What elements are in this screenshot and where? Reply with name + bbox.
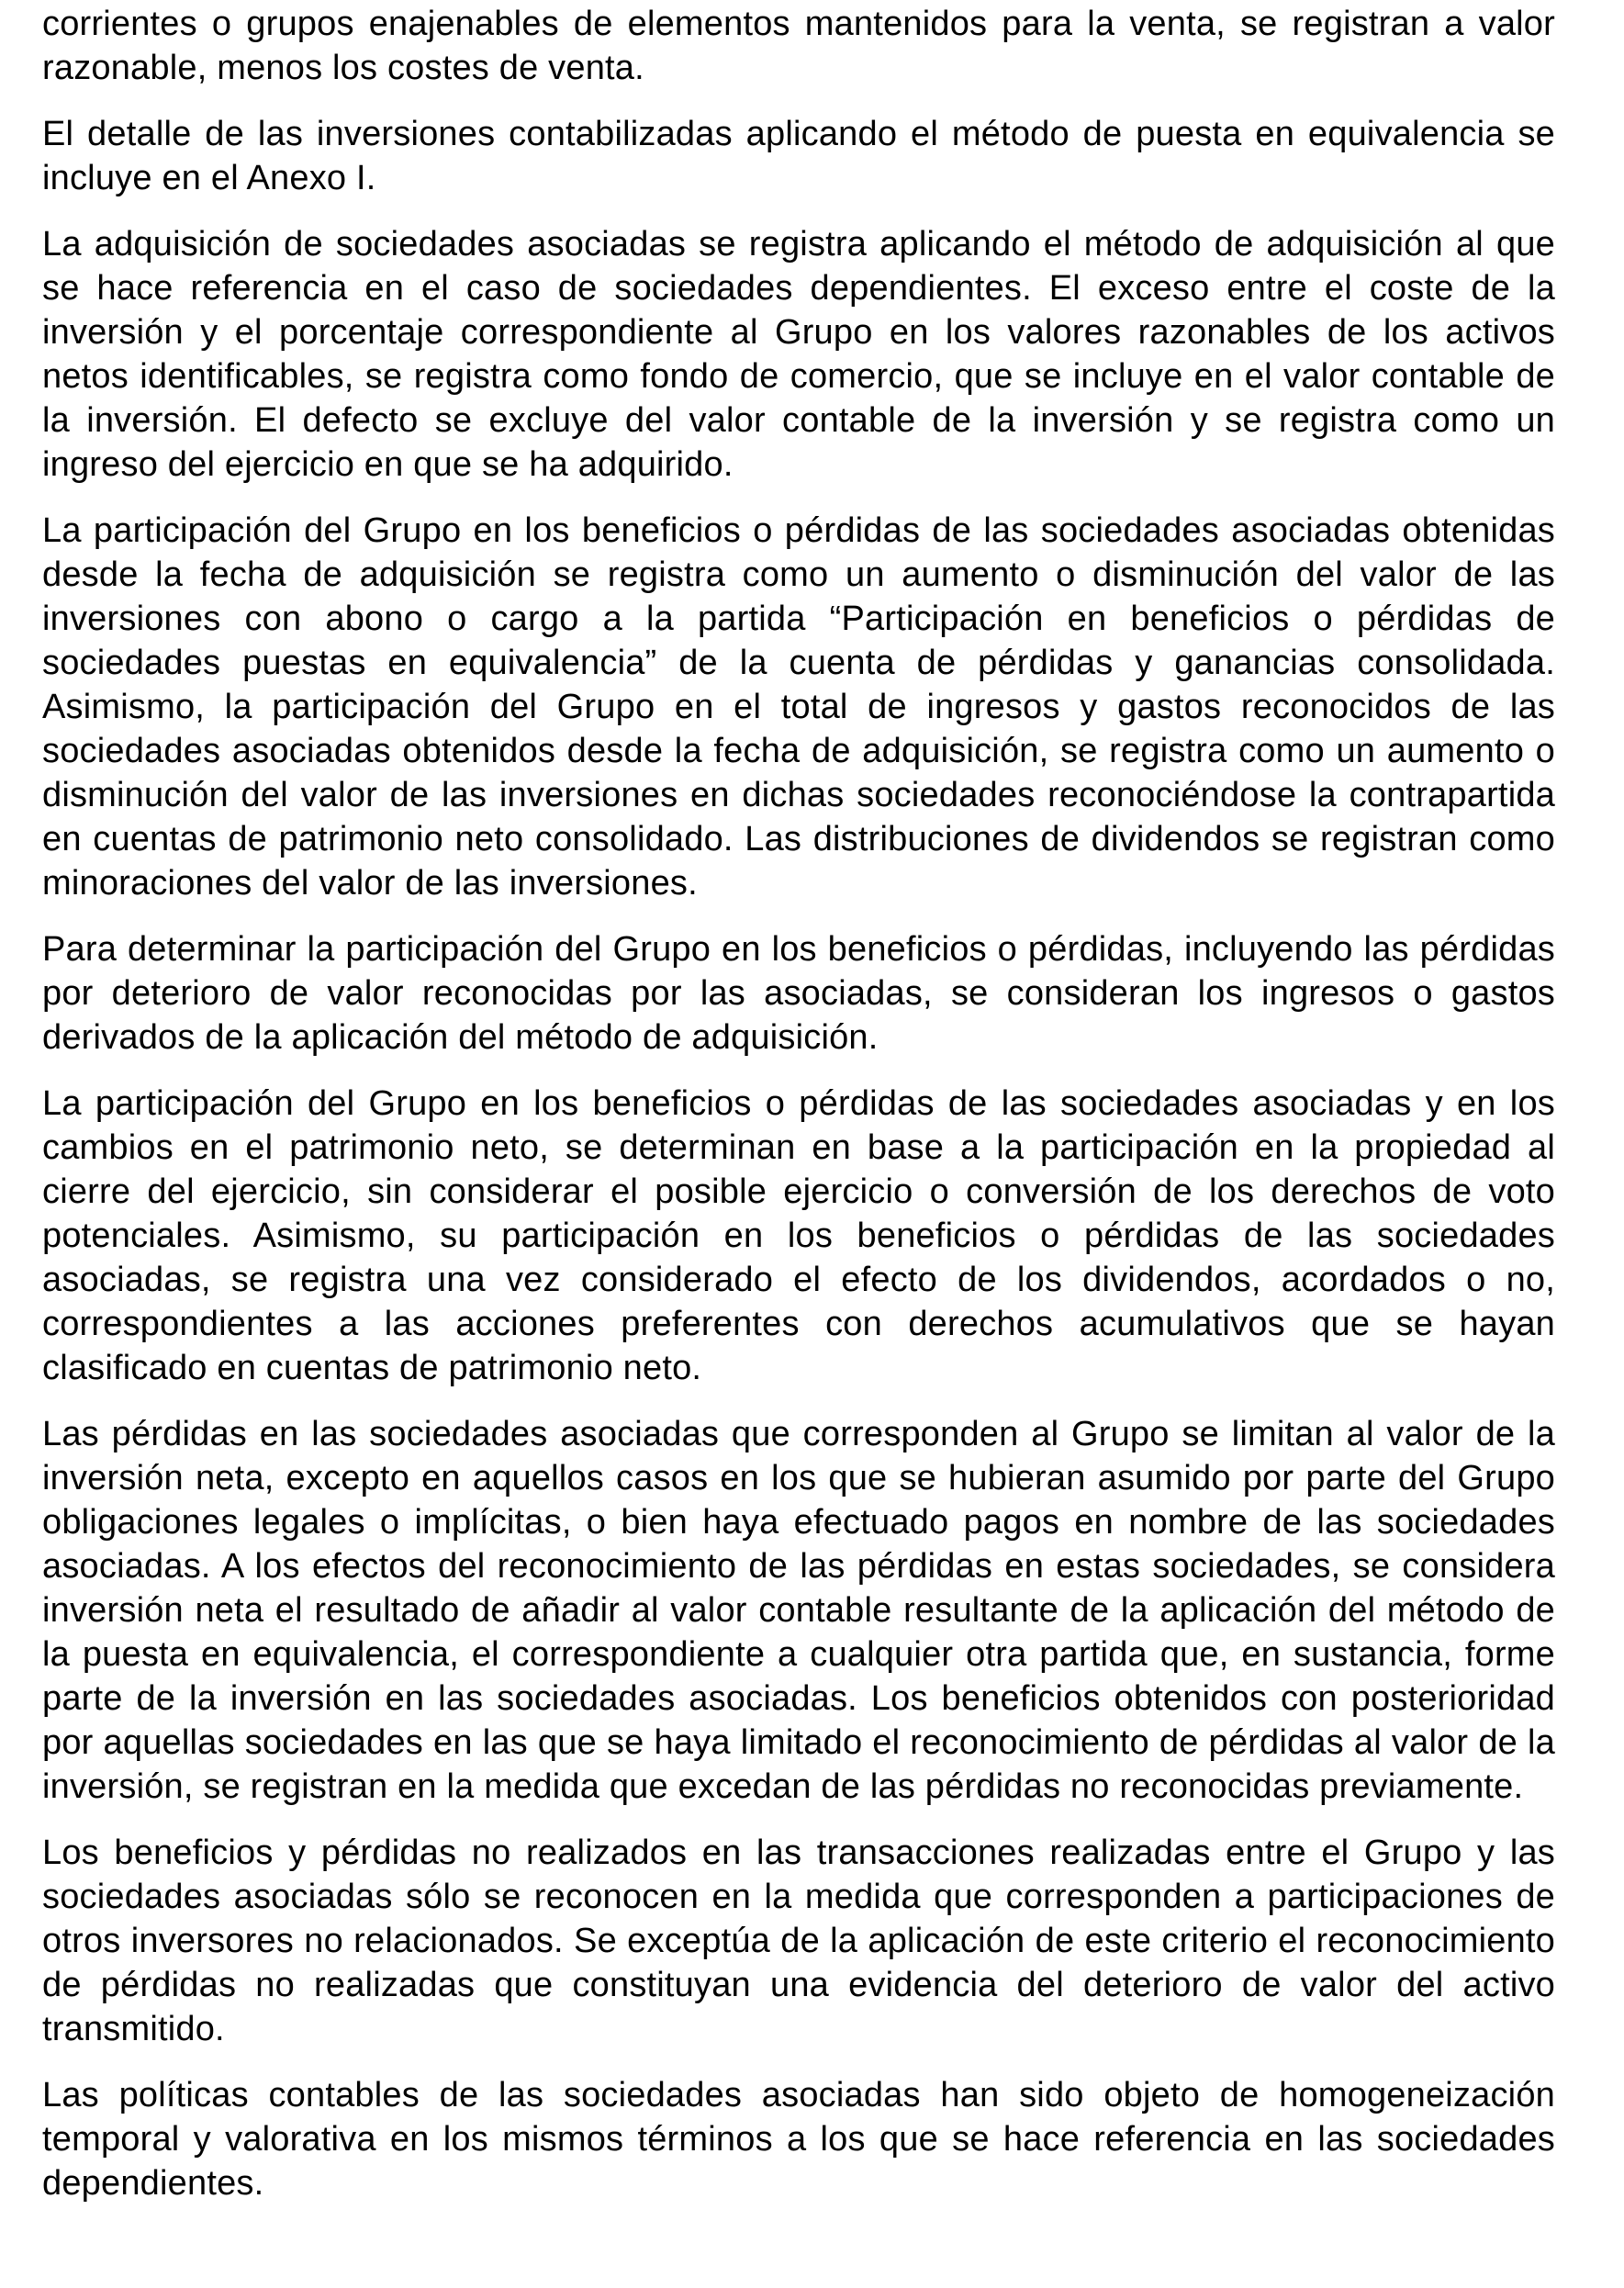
- paragraph-profit-share: La participación del Grupo en los beneficios o pérdidas de las sociedades asociadas obtenidas desde la fecha de adquisición se registra como un aumento o disminución del valor de las inversiones con abono o cargo a la partida “Participación en beneficios o pérdidas de sociedades puestas en equivalencia” de la cuenta de pérdidas y ganancias consolidada. Asimismo, la participación del Grupo en el total de ingresos y gastos reconocidos de las sociedades asociadas obtenidos desde la fecha de adquisición, se registra como un aumento o disminución del valor de las inversiones en dichas sociedades reconociéndose la contrapartida en cuentas de patrimonio neto consolidado. Las distribuciones de dividendos se registran como minoraciones del valor de las inversiones.: [42, 511, 1555, 903]
- paragraph-impairment: Para determinar la participación del Grupo en los beneficios o pérdidas, incluyendo las pérdidas por deterioro de valor reconocidas por las asociadas, se consideran los ingresos o gastos derivados de la aplicación del método de adquisición.: [42, 930, 1555, 1057]
- paragraph-acquisition-method: La adquisición de sociedades asociadas se registra aplicando el método de adquisición al que se hace referencia en el caso de sociedades dependientes. El exceso entre el coste de la inversión y el porcentaje correspondiente al Grupo en los valores razonables de los activos netos identificables, se registra como fondo de comercio, que se incluye en el valor contable de la inversión. El defecto se excluye del valor contable de la inversión y se registra como un ingreso del ejercicio en que se ha adquirido.: [42, 225, 1555, 484]
- paragraph-annex-reference: El detalle de las inversiones contabilizadas aplicando el método de puesta en equivalencia se incluye en el Anexo I.: [42, 115, 1555, 197]
- paragraph-ownership-basis: La participación del Grupo en los beneficios o pérdidas de las sociedades asociadas y en los cambios en el patrimonio neto, se determinan en base a la participación en la propiedad al cierre del ejercicio, sin considerar el posible ejercicio o conversión de los derechos de voto potenciales. Asimismo, su participación en los beneficios o pérdidas de las sociedades asociadas, se registra una vez considerado el efecto de los dividendos, acordados o no, correspondientes a las acciones preferentes con derechos acumulativos que se hayan clasificado en cuentas de patrimonio neto.: [42, 1084, 1555, 1387]
- paragraph-accounting-policies: Las políticas contables de las sociedades asociadas han sido objeto de homogeneización temporal y valorativa en los mismos términos a los que se hace referencia en las sociedades dependientes.: [42, 2076, 1555, 2203]
- paragraph-held-for-sale: corrientes o grupos enajenables de elementos mantenidos para la venta, se registran a valor razonable, menos los costes de venta.: [42, 5, 1555, 87]
- paragraph-unrealized-gains: Los beneficios y pérdidas no realizados en las transacciones realizadas entre el Grupo y las sociedades asociadas sólo se reconocen en la medida que corresponden a participaciones de otros inversores no relacionados. Se exceptúa de la aplicación de este criterio el reconocimiento de pérdidas no realizadas que constituyan una evidencia del deterioro de valor del activo transmitido.: [42, 1834, 1555, 2048]
- paragraph-losses-limit: Las pérdidas en las sociedades asociadas que corresponden al Grupo se limitan al valor de la inversión neta, excepto en aquellos casos en los que se hubieran asumido por parte del Grupo obligaciones legales o implícitas, o bien haya efectuado pagos en nombre de las sociedades asociadas. A los efectos del reconocimiento de las pérdidas en estas sociedades, se considera inversión neta el resultado de añadir al valor contable resultante de la aplicación del método de la puesta en equivalencia, el correspondiente a cualquier otra partida que, en sustancia, forme parte de la inversión en las sociedades asociadas. Los beneficios obtenidos con posterioridad por aquellas sociedades en las que se haya limitado el reconocimiento de pérdidas al valor de la inversión, se registran en la medida que excedan de las pérdidas no reconocidas previamente.: [42, 1415, 1555, 1806]
- document-page: [42, 0, 1555, 2288]
